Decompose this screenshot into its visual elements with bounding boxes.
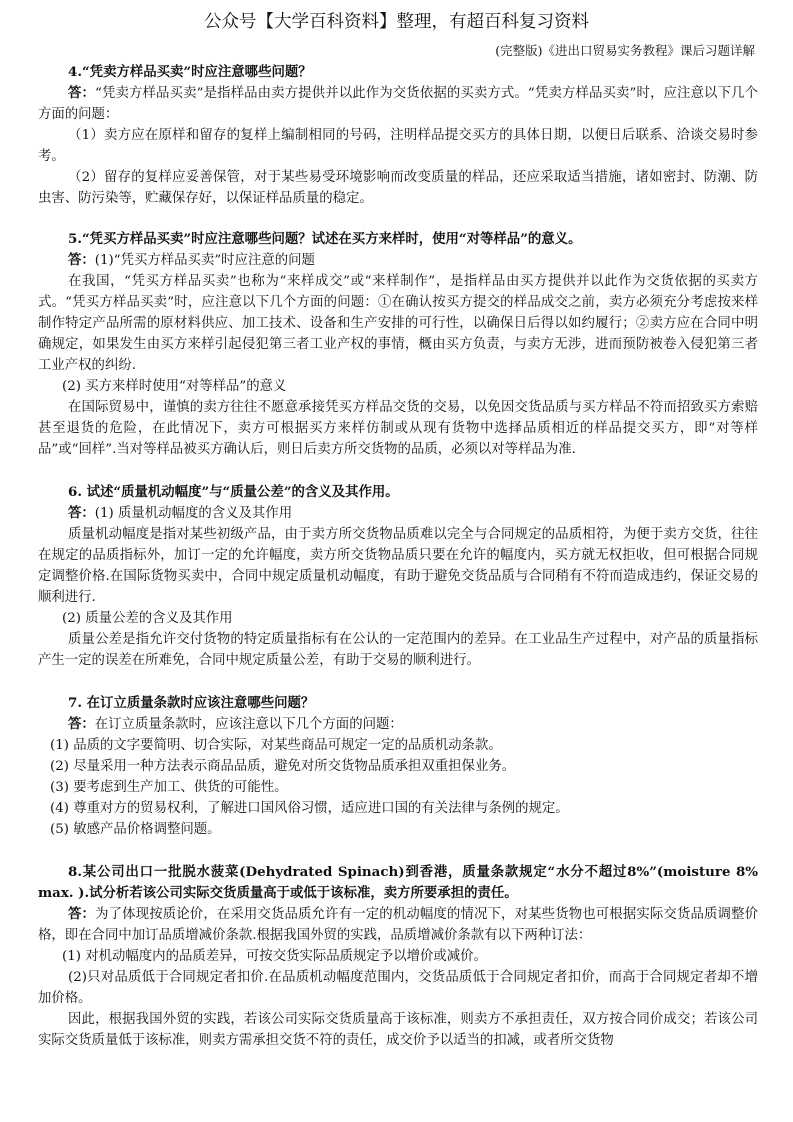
question-7-item-1: (1) 品质的文字要简明、切合实际，对某些商品可规定一定的品质机动条款。	[50, 738, 502, 753]
question-8-point-1: (1) 对机动幅度内的品质差异，可按交货实际品质规定予以增价或减价。	[62, 949, 487, 964]
question-5-sub1-body: 在我国，“凭买方样品买卖”也称为“来样成交”或“来样制作”，是指样品由买方提供并以此作为交货依据的买卖方式。“凭买方样品买卖”时，应注意以下几个方面的问题：①在确认按买方提交的样品成交之前，卖方必须充分考虑按来样制作特定产品所需的原材料供应、加工技术、设备和生产安排的可行性，以确保日后得以如约履行；②卖方应在合同中明确规定，如果发生由买方来样引起侵犯第三者工业产权的事情，概由买方负责，与卖方无涉，进而预防被卷入侵犯第三者工业产权的纠纷.	[38, 274, 758, 373]
question-4-answer	[38, 83, 758, 125]
question-6-sub1-body: 质量机动幅度是指对某些初级产品，由于卖方所交货物品质难以完全与合同规定的品质相符，为便于卖方交货，往往在规定的品质指标外，加订一定的允许幅度，卖方所交货物品质只要在允许的幅度内，买方就无权拒收，但可根据合同规定调整价格.在国际货物买卖中，合同中规定质量机动幅度，有助于避免交货品质与合同稍有不符而造成违约，保证交易的顺利进行.	[38, 527, 758, 605]
question-6-sub1-title	[38, 503, 758, 524]
question-7-item-2: (2) 尽量采用一种方法表示商品品质，避免对所交货物品质承担双重担保业务。	[50, 759, 516, 774]
answer-label: 答：	[68, 906, 96, 922]
question-8-title: 8.某公司出口一批脱水菠菜(Dehydrated Spinach)到香港，质量条款规定“水分不超过8%”(moisture 8% max. ).试分析若该公司实际交货质量高于或低于该标准，卖方所要承担的责任。	[38, 864, 758, 901]
spacer	[38, 460, 758, 482]
document-subtitle: (完整版)《进出口贸易实务教程》课后习题详解	[495, 43, 755, 58]
question-6-sub2-title: (2) 质量公差的含义及其作用	[62, 611, 233, 626]
answer-label: 答：	[68, 505, 95, 521]
answer-text: 为了体现按质论价，在采用交货品质允许有一定的机动幅度的情况下，对某些货物也可根据实际交货品质调整价格，即在合同中加订品质增减价条款.根据我国外贸的实践，品质增减价条款有以下两种订法：	[38, 907, 759, 943]
question-8-answer	[38, 904, 758, 946]
question-7-item-5: (5) 敏感产品价格调整问题。	[50, 822, 221, 837]
answer-text: “凭卖方样品买卖”是指样品由卖方提供并以此作为交货依据的买卖方式。“凭卖方样品买卖”时，应注意以下几个方面的问题：	[38, 86, 758, 122]
question-8-point-2: (2)只对品质低于合同规定者扣价.在品质机动幅度范围内，交货品质低于合同规定者扣价，而高于合同规定者却不增加价格。	[38, 970, 758, 1006]
spacer	[38, 671, 758, 693]
question-7-item-4: (4) 尊重对方的贸易权利，了解进口国风俗习惯，适应进口国的有关法律与条例的规定。	[50, 801, 569, 816]
answer-text: 在订立质量条款时，应该注意以下几个方面的问题：	[94, 717, 403, 732]
question-6-sub2-body: 质量公差是指允许交付货物的特定质量指标有在公认的一定范围内的差异。在工业品生产过程中，对产品的质量指标产生一定的误差在所难免，合同中规定质量公差，有助于交易的顺利进行。	[38, 632, 758, 668]
question-4-title: 4.“凭卖方样品买卖”时应注意哪些问题？	[68, 64, 312, 80]
spacer	[38, 209, 758, 229]
question-7-title: 7. 在订立质量条款时应该注意哪些问题？	[68, 695, 315, 711]
answer-label: 答：	[68, 252, 95, 268]
page-banner: 公众号【大学百科资料】整理，有超百科复习资料	[204, 12, 589, 32]
question-7-answer	[38, 714, 758, 735]
answer-text: (1)“凭买方样品买卖”时应注意的问题	[94, 253, 315, 268]
question-5-title: 5.“凭买方样品买卖”时应注意哪些问题？试述在买方来样时，使用“对等样品”的意义。	[68, 231, 582, 247]
question-4-point-2: （2）留存的复样应妥善保管，对于某些易受环境影响而改变质量的样品，还应采取适当措施，诸如密封、防潮、防虫害、防污染等，贮藏保存好，以保证样品质量的稳定。	[38, 170, 758, 206]
question-8-conclusion: 因此，根据我国外贸的实践，若该公司实际交货质量高于该标准，则卖方不承担责任，双方按合同价成交；若该公司实际交货质量低于该标准，则卖方需承担交货不符的责任，成交价予以适当的扣减，或者所交货物	[38, 1012, 758, 1048]
question-4-point-1: （1）卖方应在原样和留存的复样上编制相同的号码，注明样品提交买方的具体日期，以便日后联系、洽谈交易时参考。	[38, 128, 758, 164]
answer-label: 答：	[68, 85, 96, 101]
question-5-sub2-body: 在国际贸易中，谨慎的卖方往往不愿意承接凭买方样品交货的交易，以免因交货品质与买方样品不符而招致买方索赔甚至退货的危险，在此情况下，卖方可根据买方来样仿制或从现有货物中选择品质相近的样品提交买方，即“对等样品”或“回样”.当对等样品被买方确认后，则日后卖方所交货物的品质，必须以对等样品为准.	[38, 400, 758, 457]
question-5-sub2-title: (2) 买方来样时使用“对等样品”的意义	[62, 379, 287, 394]
question-5-sub1-title	[38, 250, 758, 271]
document-body	[38, 62, 758, 1051]
question-6-title: 6. 试述“质量机动幅度”与“质量公差”的含义及其作用。	[68, 484, 399, 500]
question-7-item-3: (3) 要考虑到生产加工、供货的可能性。	[50, 780, 288, 795]
answer-label: 答：	[68, 716, 95, 732]
spacer	[38, 840, 758, 862]
answer-text: (1) 质量机动幅度的含义及其作用	[94, 506, 293, 521]
